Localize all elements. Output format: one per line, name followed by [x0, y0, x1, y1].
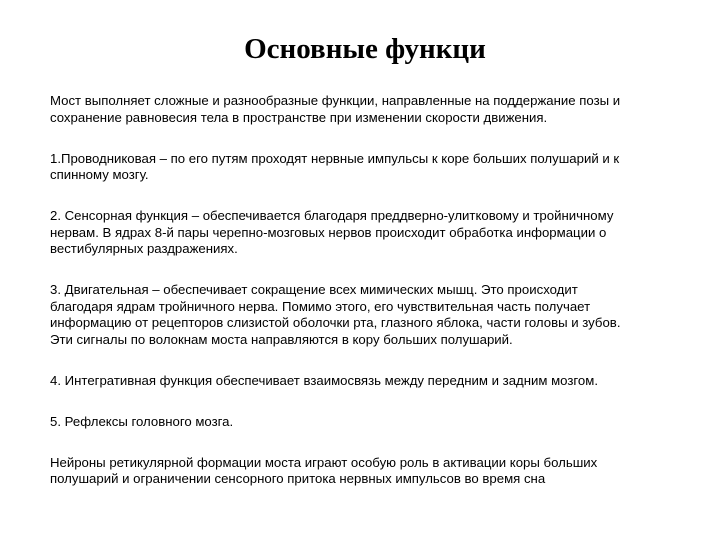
paragraph-integrative	[50, 373, 690, 390]
paragraph-line: полушарий и ограничении сенсорного притока нервных импульсов во время сна	[50, 471, 546, 486]
paragraph-line: Мост выполняет сложные и разнообразные функции, направленные на поддержание позы и	[50, 93, 621, 108]
paragraph-motor	[50, 282, 690, 348]
paragraph-line: спинному мозгу.	[50, 167, 149, 182]
paragraph-line: информацию от рецепторов слизистой оболочки рта, глазного яблока, части головы и зубов.	[50, 315, 621, 330]
paragraph-reflexes	[50, 414, 690, 431]
slide-body	[50, 93, 690, 512]
paragraph-line: Нейроны ретикулярной формации моста играют особую роль в активации коры больших	[50, 454, 598, 470]
paragraph-line: благодаря ядрам тройничного нерва. Помимо этого, его чувствительная часть получает	[50, 298, 591, 314]
paragraph-line: 3. Двигательная – обеспечивает сокращение всех мимических мышц. Это происходит	[50, 282, 578, 297]
paragraph-intro	[50, 93, 690, 126]
paragraph-line: 4. Интегративная функция обеспечивает взаимосвязь между передним и задним мозгом.	[50, 372, 598, 388]
paragraph-line: вестибулярных раздражениях.	[50, 241, 238, 256]
paragraph-reticular	[50, 455, 690, 488]
paragraph-line: 2. Сенсорная функция – обеспечивается благодаря преддверно-улитковому и тройничному	[50, 208, 614, 223]
slide-title: Основные функци	[244, 33, 486, 65]
paragraph-line: сохранение равновесия тела в пространстве при изменении скорости движения.	[50, 109, 548, 125]
paragraph-line: нервам. В ядрах 8-й пары черепно-мозговых нервов происходит обработка информации о	[50, 224, 607, 240]
paragraph-line: Эти сигналы по волокнам моста направляются в кору больших полушарий.	[50, 331, 513, 347]
paragraph-line: 5. Рефлексы головного мозга.	[50, 413, 234, 429]
paragraph-sensory	[50, 208, 690, 258]
paragraph-conductive	[50, 151, 690, 184]
paragraph-line: 1.Проводниковая – по его путям проходят нервные импульсы к коре больших полушарий и к	[50, 150, 620, 166]
